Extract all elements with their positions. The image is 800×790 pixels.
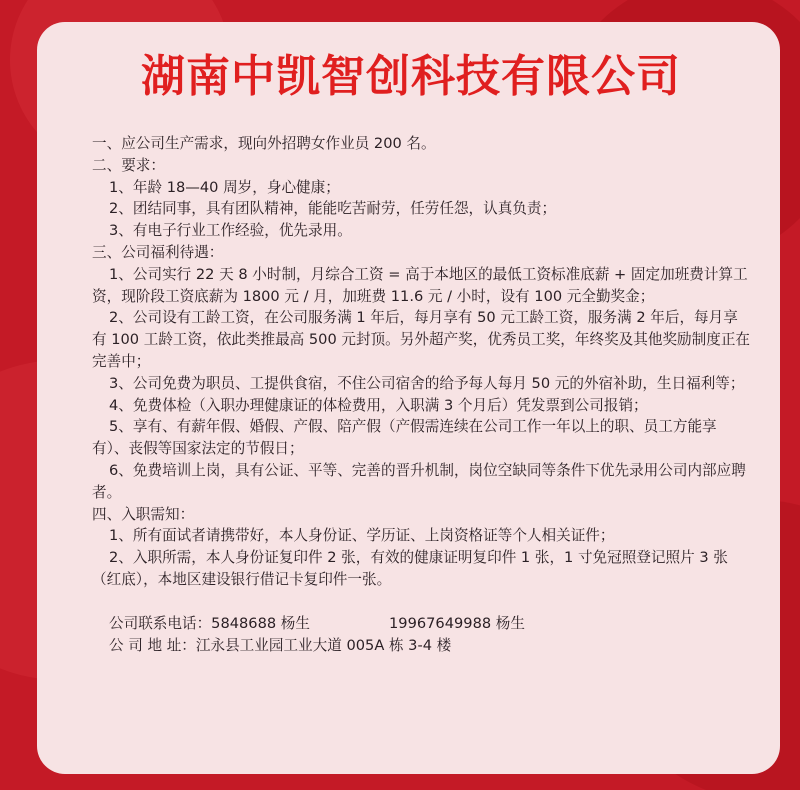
benefit-4: 4、免费体检（入职办理健康证的体检费用，入职满 3 个月后）凭发票到公司报销； xyxy=(109,396,648,414)
company-title: 湖南中凯智创科技有限公司 xyxy=(141,51,681,102)
benefit-3: 3、公司免费为职员、工提供食宿，不住公司宿舍的给予每人每月 50 元的外宿补助，生日福利等； xyxy=(109,374,745,392)
company-address: 公 司 地 址：江永县工业园工业大道 005A 栋 3-4 楼 xyxy=(109,636,452,654)
requirement-2: 2、团结同事，具有团队精神，能能吃苦耐劳，任劳任怨，认真负责； xyxy=(109,200,557,218)
contact-phone-2: 19967649988 杨生 xyxy=(389,614,525,632)
benefit-6: 6、免费培训上岗，具有公证、平等、完善的晋升机制，岗位空缺同等条件下优先录用公司内部应聘者。 xyxy=(92,461,746,501)
contact-phone: 公司联系电话：5848688 杨生 xyxy=(109,614,310,632)
requirement-1: 1、年龄 18—40 周岁，身心健康； xyxy=(109,178,340,196)
contact-phone-row xyxy=(92,613,752,635)
address-row xyxy=(92,635,752,657)
section-3-heading: 三、公司福利待遇： xyxy=(92,243,224,261)
benefit-1: 1、公司实行 22 天 8 小时制，月综合工资 = 高于本地区的最低工资标准底薪 + 固定加班费计算工资，现阶段工资底薪为 1800 元 / 月，加班费 11.6 元 / 小时，设有 100 元全勤奖金； xyxy=(92,265,748,305)
benefit-5: 5、享有、有薪年假、婚假、产假、陪产假（产假需连续在公司工作一年以上的职、员工方能享有）、丧假等国家法定的节假日； xyxy=(92,418,717,458)
benefit-2: 2、公司设有工龄工资，在公司服务满 1 年后，每月享有 50 元工龄工资，服务满 2 年后，每月享有 100 工龄工资，依此类推最高 500 元封顶。另外超产奖，优秀员工奖，年终奖及其他奖励制度正在完善中； xyxy=(92,309,751,370)
recruitment-notice xyxy=(92,133,752,656)
requirement-3: 3、有电子行业工作经验，优先录用。 xyxy=(109,222,352,240)
section-1-heading: 一、应公司生产需求，现向外招聘女作业员 200 名。 xyxy=(92,135,436,152)
onboarding-1: 1、所有面试者请携带好，本人身份证、学历证、上岗资格证等个人相关证件； xyxy=(109,527,615,545)
section-4-heading: 四、入职需知： xyxy=(92,505,195,523)
onboarding-2: 2、入职所需，本人身份证复印件 2 张，有效的健康证明复印件 1 张，1 寸免冠照登记照片 3 张（红底），本地区建设银行借记卡复印件一张。 xyxy=(92,549,728,588)
section-2-heading: 二、要求： xyxy=(92,156,165,174)
